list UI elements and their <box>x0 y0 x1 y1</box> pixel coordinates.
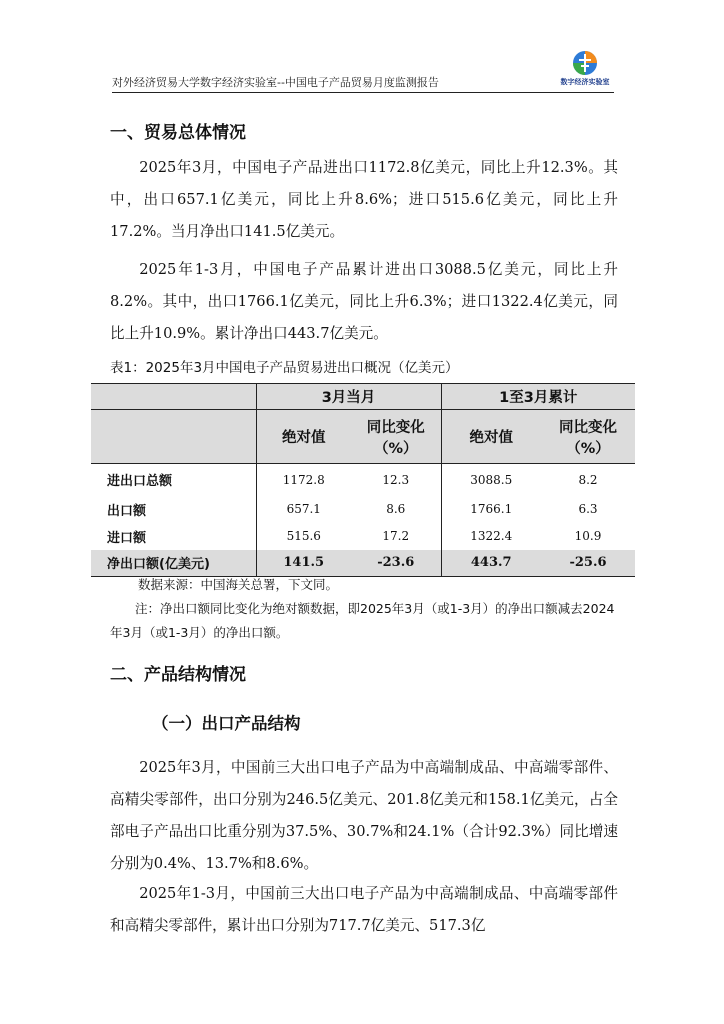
row-label: 进出口总额 <box>91 464 256 496</box>
table-row <box>91 464 635 496</box>
cell-value: 3088.5 <box>470 472 513 487</box>
cell-value: -23.6 <box>351 550 441 577</box>
header-title: 对外经济贸易大学数字经济实验室--中国电子产品贸易月度监测报告 <box>112 76 439 89</box>
lab-logo <box>558 50 612 90</box>
cell-value: 515.6 <box>286 529 321 543</box>
table-group-header <box>91 384 635 410</box>
cell-value: 12.3 <box>351 464 441 496</box>
section2-subtitle: （一）出口产品结构 <box>152 714 301 733</box>
col-yoy-1-label: 同比变化 <box>366 419 425 436</box>
col-yoy-2 <box>541 410 635 464</box>
col-yoy-1 <box>351 410 441 464</box>
cell-value: 1172.8 <box>282 472 325 487</box>
col-abs-2: 绝对值 <box>441 410 541 464</box>
cell-value: 1322.4 <box>470 529 513 543</box>
col-yoy-2-label: 同比变化 <box>559 419 617 436</box>
section2-para1: 2025年3月，中国前三大出口电子产品为中高端制成品、中高端零部件、高精尖零部件，出口分别为246.5亿美元、201.8亿美元和158.1亿美元，占全部电子产品出口比重分别为37.5%、30.7%和24.1%（合计92.3%）同比增速分别为0.4%、13.7%和8.6%。 <box>110 759 618 872</box>
section1-para1: 2025年3月，中国电子产品进出口1172.8亿美元，同比上升12.3%。其中，出口657.1亿美元，同比上升8.6%；进口515.6亿美元，同比上升17.2%。当月净出口141.5亿美元。 <box>110 159 618 240</box>
table-row <box>91 496 635 523</box>
section1-title: 一、贸易总体情况 <box>110 123 246 143</box>
row-label: 出口额 <box>91 496 256 523</box>
section2-para2: 2025年1-3月，中国前三大出口电子产品为中高端制成品、中高端零部件和高精尖零部件，累计出口分别为717.7亿美元、517.3亿 <box>110 885 618 934</box>
table-column-header <box>91 410 635 464</box>
cell-value: -25.6 <box>541 550 635 577</box>
table-caption: 表1：2025年3月中国电子产品贸易进出口概况（亿美元） <box>110 360 459 376</box>
table-note: 注：净出口额同比变化为绝对额数据，即2025年3月（或1-3月）的净出口额减去2024年3月（或1-3月）的净出口额。 <box>110 601 615 640</box>
section2-title: 二、产品结构情况 <box>110 665 246 685</box>
cell-value: 8.6 <box>351 496 441 523</box>
row-label: 进口额 <box>91 523 256 550</box>
page-header <box>112 48 614 93</box>
cell-value: 141.5 <box>256 550 351 577</box>
group-march: 3月当月 <box>256 384 441 410</box>
cell-value: 443.7 <box>441 550 541 577</box>
section1-para2: 2025年1-3月，中国电子产品累计进出口3088.5亿美元，同比上升8.2%。其中，出口1766.1亿美元，同比上升6.3%；进口1322.4亿美元，同比上升10.9%。累计净出口443.7亿美元。 <box>110 261 618 342</box>
table-row <box>91 523 635 550</box>
group-jan-mar: 1至3月累计 <box>441 384 635 410</box>
col-yoy-1-unit: （%） <box>373 440 418 457</box>
trade-summary-table <box>91 383 635 577</box>
cell-value: 1766.1 <box>470 502 513 516</box>
logo-label: 数字经济实验室 <box>560 78 610 86</box>
cell-value: 6.3 <box>578 502 598 516</box>
cell-value: 8.2 <box>578 472 598 487</box>
col-yoy-2-unit: （%） <box>566 440 610 457</box>
table-source: 数据来源：中国海关总署，下文同。 <box>138 577 339 592</box>
cell-value: 17.2 <box>351 523 441 550</box>
cell-value: 10.9 <box>574 529 602 543</box>
row-label: 净出口额(亿美元) <box>91 550 256 577</box>
globe-logo-icon <box>572 50 598 76</box>
cell-value: 657.1 <box>286 502 321 516</box>
col-abs-1: 绝对值 <box>256 410 351 464</box>
